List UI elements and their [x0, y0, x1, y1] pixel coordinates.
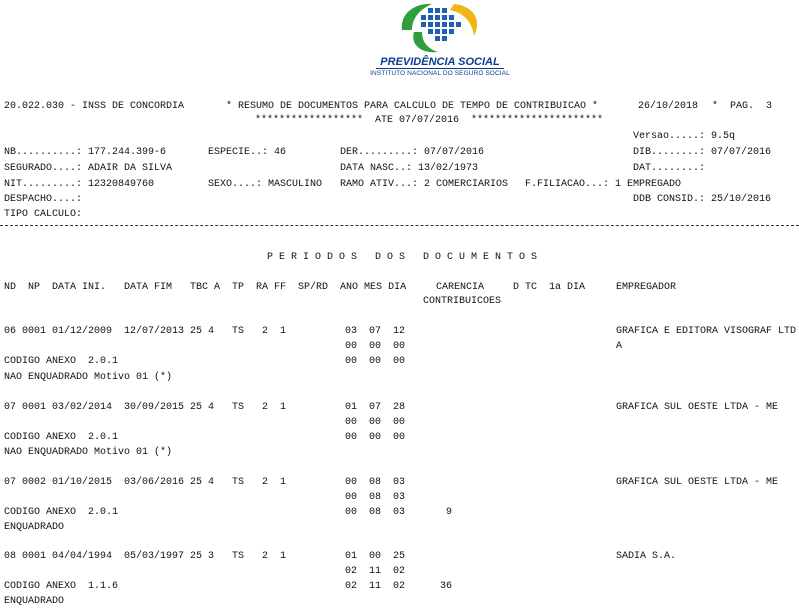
logo-name: PREVIDÊNCIA SOCIAL: [380, 56, 500, 68]
period-employer: GRAFICA SUL OESTE LTDA - ME: [616, 402, 779, 413]
field-ddb-consid: DDB CONSID.: 25/10/2016: [633, 194, 772, 205]
field-despacho: DESPACHO....:: [4, 194, 83, 205]
field-dib: DIB........: 07/07/2016: [633, 147, 772, 158]
period-employer-cont: A: [616, 341, 623, 352]
period-status: ENQUADRADO: [4, 596, 65, 607]
period-time-1: 00 08 03: [345, 477, 406, 488]
period-time-2: 02 11 02: [345, 566, 406, 577]
period-codigo: CODIGO ANEXO 1.1.6: [4, 581, 119, 592]
field-tipo-calculo: TIPO CALCULO:: [4, 209, 83, 220]
period-main: 08 0001 04/04/1994 05/03/1997 25 3 TS 2 1: [4, 551, 287, 562]
period-time-2: 00 00 00: [345, 341, 406, 352]
period-status: NAO ENQUADRADO Motivo 01 (*): [4, 447, 173, 458]
period-time-3: 02 11 02: [345, 581, 406, 592]
field-segurado: SEGURADO....: ADAIR DA SILVA: [4, 163, 173, 174]
section-title: P E R I O D O S D O S D O C U M E N T O S: [267, 252, 538, 263]
column-headers: ND NP DATA INI. DATA FIM TBC A TP RA FF SP/RD ANO MES DIA: [4, 282, 407, 293]
period-main: 07 0001 03/02/2014 30/09/2015 25 4 TS 2 1: [4, 402, 287, 413]
field-filiacao: F.FILIACAO...: 1 EMPREGADO: [525, 179, 682, 190]
field-nb: NB..........: 177.244.399-6: [4, 147, 167, 158]
period-employer: GRAFICA E EDITORA VISOGRAF LTD: [616, 326, 797, 337]
logo-subtitle: INSTITUTO NACIONAL DO SEGURO SOCIAL: [370, 70, 510, 77]
period-employer: GRAFICA SUL OESTE LTDA - ME: [616, 477, 779, 488]
period-codigo: CODIGO ANEXO 2.0.1: [4, 432, 119, 443]
period-main: 07 0002 01/10/2015 03/06/2016 25 4 TS 2 1: [4, 477, 287, 488]
field-nit: NIT.........: 12320849760: [4, 179, 155, 190]
period-carencia: 9: [446, 507, 453, 518]
period-status: NAO ENQUADRADO Motivo 01 (*): [4, 372, 173, 383]
period-time-1: 01 07 28: [345, 402, 406, 413]
period-time-1: 01 00 25: [345, 551, 406, 562]
period-time-2: 00 00 00: [345, 417, 406, 428]
period-main: 06 0001 01/12/2009 12/07/2013 25 4 TS 2 1: [4, 326, 287, 337]
version: Versao.....: 9.5q: [633, 131, 736, 142]
period-time-2: 00 08 03: [345, 492, 406, 503]
period-employer: SADIA S.A.: [616, 551, 677, 562]
report-title: * RESUMO DE DOCUMENTOS PARA CALCULO DE TEMPO DE CONTRIBUICAO *: [226, 101, 599, 112]
period-time-1: 03 07 12: [345, 326, 406, 337]
field-sexo: SEXO....: MASCULINO: [208, 179, 323, 190]
column-dtc: D TC 1a DIA: [513, 282, 586, 293]
report-date: 26/10/2018: [638, 101, 699, 112]
field-der: DER.........: 07/07/2016: [340, 147, 485, 158]
logo-emblem-icon: [370, 0, 510, 56]
page-number: * PAG. 3: [712, 101, 773, 112]
period-codigo: CODIGO ANEXO 2.0.1: [4, 356, 119, 367]
divider: [0, 225, 799, 226]
period-time-3: 00 00 00: [345, 356, 406, 367]
agency-name: 20.022.030 - INSS DE CONCORDIA: [4, 101, 185, 112]
period-status: ENQUADRADO: [4, 522, 65, 533]
column-empregador: EMPREGADOR: [616, 282, 677, 293]
field-data-nasc: DATA NASC..: 13/02/1973: [340, 163, 479, 174]
logo-divider: [376, 68, 504, 69]
column-contribuicoes: CONTRIBUICOES: [423, 296, 502, 307]
field-dat: DAT........:: [633, 163, 706, 174]
period-time-3: 00 00 00: [345, 432, 406, 443]
period-time-3: 00 08 03: [345, 507, 406, 518]
period-codigo: CODIGO ANEXO 2.0.1: [4, 507, 119, 518]
field-ramo-ativ: RAMO ATIV...: 2 COMERCIARIOS: [340, 179, 509, 190]
column-carencia: CARENCIA: [436, 282, 485, 293]
field-especie: ESPECIE..: 46: [208, 147, 287, 158]
period-carencia: 36: [440, 581, 453, 592]
report-subtitle: ****************** ATE 07/07/2016 **********************: [255, 115, 604, 126]
previdencia-social-logo: [370, 0, 510, 80]
